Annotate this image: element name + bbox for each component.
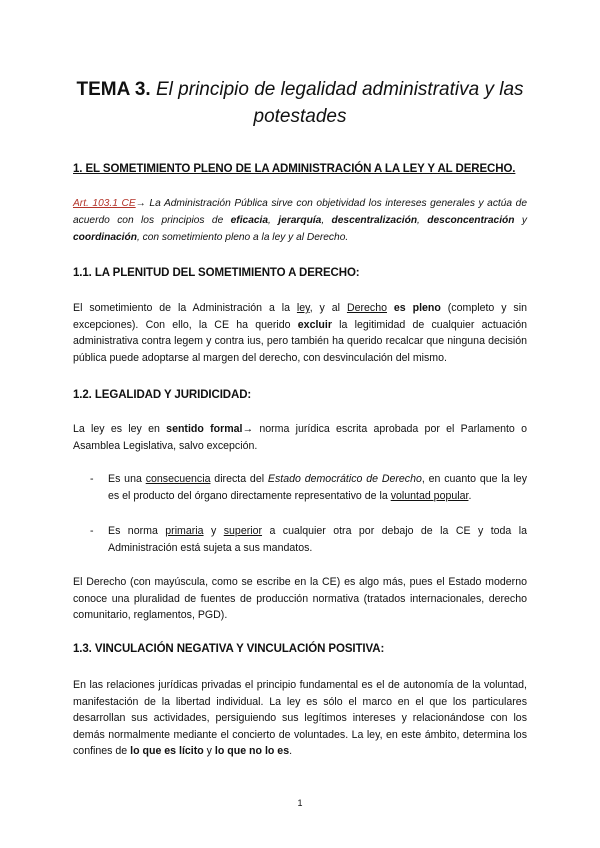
voluntad-popular-term: voluntad popular <box>390 490 469 502</box>
separator: , <box>268 215 279 226</box>
art-reference-link[interactable]: Art. 103.1 CE <box>73 198 136 209</box>
page-title <box>60 76 540 130</box>
text: Es norma <box>108 525 166 537</box>
separator: , <box>321 215 332 226</box>
dash-bullet: - <box>90 525 94 537</box>
coordinacion-term: coordinación <box>73 232 137 243</box>
no-lo-es-term: lo que no lo es <box>214 745 290 757</box>
title-line2: potestades <box>253 106 347 127</box>
derecho-term: Derecho <box>346 302 387 314</box>
text: , en cuanto que la ley es el producto del órgano directamente representativo de la <box>108 473 527 502</box>
arrow-glyph: → <box>135 198 146 209</box>
separator: , <box>417 215 428 226</box>
section-1-3-heading: 1.3. VINCULACIÓN NEGATIVA Y VINCULACIÓN POSITIVA: <box>73 643 385 655</box>
text: El sometimiento de la Administración a la <box>73 302 297 314</box>
text: y <box>203 745 215 757</box>
section-1-2-paragraph-1 <box>73 421 527 454</box>
arrow-glyph: → <box>242 423 254 435</box>
text: . <box>289 745 293 757</box>
text: a cualquier otra por debajo de la CE y toda la Administración está sujeta a sus mandatos. <box>108 525 528 554</box>
list-item <box>90 523 527 557</box>
dash-bullet: - <box>90 473 94 485</box>
text: directa del <box>210 473 268 485</box>
section-1-2-paragraph-2: El Derecho (con mayúscula, como se escribe en la CE) es algo más, pues el Estado moderno conoce una pluralidad de fuentes de producción normativa (tratados internacionales, derecho comunitario, reglamentos, PGD). <box>73 576 527 621</box>
licito-term: lo que es lícito <box>130 745 204 757</box>
text: . <box>468 490 472 502</box>
estado-democratico-term: Estado democrático de Derecho <box>267 473 422 485</box>
section-1-1-heading: 1.1. LA PLENITUD DEL SOMETIMIENTO A DERECHO: <box>73 267 360 279</box>
text <box>387 302 394 314</box>
ley-term: ley <box>296 302 310 314</box>
desconcentracion-term: desconcentración <box>427 215 515 226</box>
excluir-term: excluir <box>297 318 332 331</box>
superior-term: superior <box>223 525 263 537</box>
list-item <box>90 471 527 505</box>
descentralizacion-term: descentralización <box>331 215 418 226</box>
quote-end: , con sometimiento pleno a la ley y al Derecho. <box>136 232 349 243</box>
eficacia-term: eficacia <box>230 215 269 226</box>
text: La ley es ley en <box>73 423 167 435</box>
text: la legitimidad de cualquier actuación administrativa contra legem y contra ius, pero también ha querido recalcar que ninguna decisión pública puede adoptarse al margen del derecho, con desvinculación del mismo. <box>73 318 527 364</box>
primaria-term: primaria <box>165 525 204 537</box>
text: , y al <box>309 302 347 314</box>
separator: y <box>514 215 527 226</box>
sentido-formal-term: sentido formal <box>166 423 243 435</box>
section-1-2-heading: 1.2. LEGALIDAD Y JURIDICIDAD: <box>73 389 252 401</box>
text: En las relaciones jurídicas privadas el principio fundamental es el de autonomía de la voluntad, manifestación de la libertad individual. La ley es sólo el marco en el que los particulares desarrollan sus actividades, persiguiendo sus legítimos intereses y relacionándose con los demás normalmente mediante el concierto de voluntades. La ley, en este ámbito, determina los confines de <box>73 679 527 757</box>
jerarquia-term: jerarquía <box>278 215 322 226</box>
text: y <box>203 525 224 537</box>
es-pleno-term: es pleno <box>393 302 441 314</box>
section-1-1-paragraph <box>73 300 527 366</box>
art-103-quote <box>73 195 527 246</box>
text: (completo y sin excepciones). Con ello, la CE ha querido <box>73 302 527 331</box>
text: norma jurídica escrita aprobada por el Parlamento o Asamblea Legislativa, salvo excepción. <box>73 423 527 452</box>
text: Es una <box>108 473 146 485</box>
title-tema: TEMA 3. <box>76 79 151 100</box>
quote-text: La Administración Pública sirve con objetividad los intereses generales y actúa de acuerdo con los principios de <box>73 198 527 226</box>
section-1-3-paragraph <box>73 677 527 760</box>
title-line1: El principio de legalidad administrativa y las <box>156 79 524 100</box>
section-1-heading: 1. EL SOMETIMIENTO PLENO DE LA ADMINISTRACIÓN A LA LEY Y AL DERECHO. <box>73 163 516 175</box>
consecuencia-term: consecuencia <box>145 473 211 485</box>
page-number: 1 <box>297 798 303 808</box>
